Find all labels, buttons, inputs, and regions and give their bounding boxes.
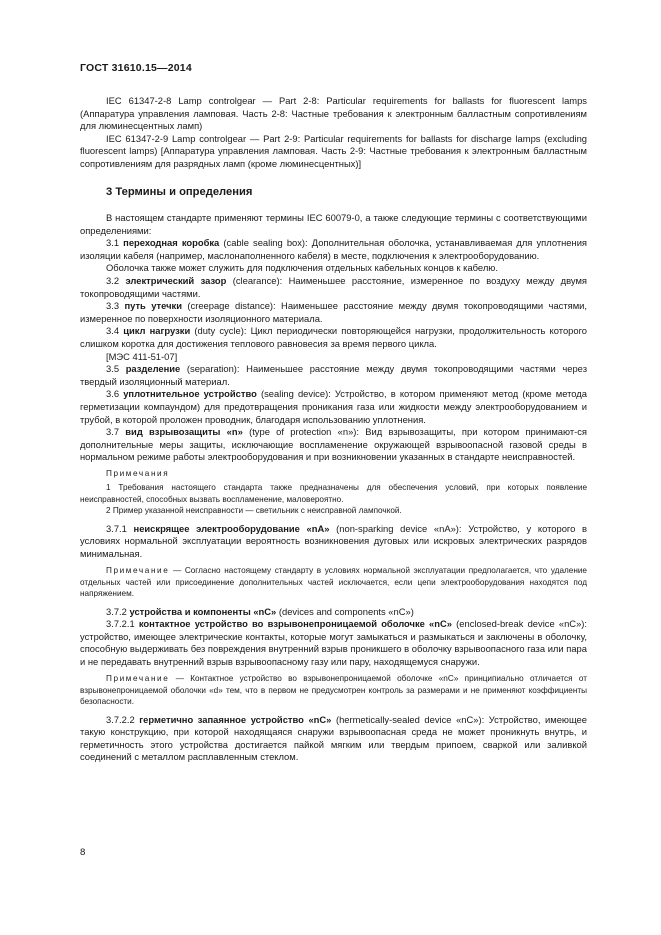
term-3-7-2-1: 3.7.2.1 контактное устройство во взрывонепроницаемой оболочке «nC» (enclosed-break device «nC»): устройство, имеющее электрические контакты, которые могут замыкаться и размыкаться и заключены в оболочку, способную выдерживать без повреждения внутренний взрыв проникшего в оболочку взрывоопасного газа или пара и не передавать внутренний взрыв взрывоопасному газу или пару, находящемуся снаружи. [80, 618, 588, 667]
term-name: цикл нагрузки [123, 325, 191, 337]
term-3-7-2-2: 3.7.2.2 герметично запаянное устройство «nC» (hermetically-sealed device «nC»): Устройство, имеющее такую конструкцию, при которой находящаяся снаружи взрывоопасная среда не может проникнуть внутрь, и герметичность этого устройства достигается пайкой мягким или твердым припоем, сваркой или заливкой соединений с металлом расплавленным стеклом. [80, 713, 587, 763]
note-label: Примечание [106, 566, 170, 576]
term-name: герметично запаянное устройство «nC» [139, 713, 332, 725]
term-name: уплотнительное устройство [123, 388, 257, 400]
term-name: вид взрывозащиты «n» [125, 426, 243, 438]
reference-iec-61347-2-9: IEC 61347-2-9 Lamp controlgear — Part 2-9: Particular requirements for ballasts for discharge lamps (excluding fluorescent lamps) [Аппаратура управления ламповая. Часть 2-9: Частные требования к электронным балластным сопротивлениям для разрядных ламп (кроме люминесцентных)] [80, 132, 587, 169]
note-3-7-2-1: Примечание — Контактное устройство во взрывонепроницаемой оболочке «nC» принципиально отличается от взрывонепроницаемой оболочки «d» тем, что в первом не предусмотрен контроль за размерами и не применяют коэффициенты безопасности. [80, 674, 587, 707]
term-3-1: 3.1 переходная коробка (cable sealing box): Дополнительная оболочка, устанавливаемая для уплотнения изоляции кабеля (например, маслонаполненного кабеля) в месте, подключения к электрооборудованию. [80, 237, 588, 261]
page-number: 8 [80, 847, 86, 858]
term-name: путь утечки [124, 300, 182, 312]
section-3 [80, 186, 587, 198]
reference-iec-61347-2-8: IEC 61347-2-8 Lamp controlgear — Part 2-8: Particular requirements for ballasts for fluorescent lamps (Аппаратура управления ламповая. Часть 2-8: Частные требования к электронным балластным сопротивлениям для люминесцентных ламп) [80, 95, 587, 132]
term-3-4: 3.4 цикл нагрузки (duty cycle): Цикл периодически повторяющейся нагрузки, продолжительность которого слишком коротка для достижения теплового равновесия за время первого цикла. [80, 325, 588, 349]
term-3-3: 3.3 путь утечки (creepage distance): Наименьшее расстояние между двумя токопроводящими частями, измеренное по поверхности изоляционного материала. [80, 300, 587, 324]
running-header: ГОСТ 31610.15—2014 [80, 62, 192, 74]
term-name: электрический зазор [125, 274, 227, 286]
term-3-6: 3.6 уплотнительное устройство (sealing device): Устройство, в котором применяют метод (кроме метода герметизации компаундом) для предотвращения проникания газа или жидкости между электрооборудованием и трубой, в которой проложен проводник, благодаря использованию уплотнения. [80, 388, 587, 425]
note-1: 1 Требования настоящего стандарта также предназначены для обеспечения условий, при которых появление неисправностей, способных вызвать воспламенение, маловероятно. [80, 483, 587, 504]
term-name: неискрящее электрооборудование «nA» [133, 522, 330, 534]
notes-3-7 [80, 468, 587, 517]
term-3-4-source: [МЭС 411-51-07] [106, 350, 178, 362]
note-3-7-1: Примечание — Согласно настоящему стандарту в условиях нормальной эксплуатации предполагается, что удаление отдельных частей или присоединение дополнительных частей исключается, если цепи электрооборудования находятся под напряжением. [80, 566, 587, 599]
definitions-block [80, 212, 587, 764]
references-block [80, 95, 587, 171]
term-3-7-2: 3.7.2 устройства и компоненты «nC» (devices and components «nC») [106, 605, 414, 617]
term-3-7-1: 3.7.1 неискрящее электрооборудование «nA» (non-sparking device «nA»): Устройство, у которого в условиях нормальной эксплуатации вероятность возникновения дуговых или искровых электрических разрядов минимальная. [80, 522, 587, 559]
term-3-7: 3.7 вид взрывозащиты «n» (type of protection «n»): Вид взрывозащиты, при котором принимают-ся дополнительные меры защиты, исключающие воспламенение окружающей взрывоопасной газовой среды в нормальном режиме работы электрооборудования и при возникновении указанных в стандарте неисправностей. [80, 426, 588, 463]
term-name: устройства и компоненты «nC» [129, 605, 277, 617]
note-2: 2 Пример указанной неисправности — светильник с неисправной лампочкой. [106, 506, 402, 516]
term-name: контактное устройство во взрывонепроницаемой оболочке «nC» [138, 618, 452, 630]
term-3-2: 3.2 электрический зазор (clearance): Наименьшее расстояние, измеренное по воздуху между двумя токопроводящими частями. [80, 274, 588, 299]
notes-label: Примечания [106, 468, 170, 478]
term-name: переходная коробка [123, 237, 220, 249]
term-3-5: 3.5 разделение (separation): Наименьшее расстояние между двумя токопроводящими частями через твердый изоляционный материал. [80, 363, 587, 387]
term-name: разделение [125, 363, 181, 375]
section-title: 3 Термины и определения [106, 186, 253, 198]
intro-paragraph: В настоящем стандарте применяют термины IEC 60079-0, а также следующие термины с соответствующими определениями: [80, 212, 587, 236]
term-3-1-note: Оболочка также может служить для подключения отдельных кабельных концов к кабелю. [106, 262, 498, 274]
note-label: Примечание [106, 674, 170, 684]
